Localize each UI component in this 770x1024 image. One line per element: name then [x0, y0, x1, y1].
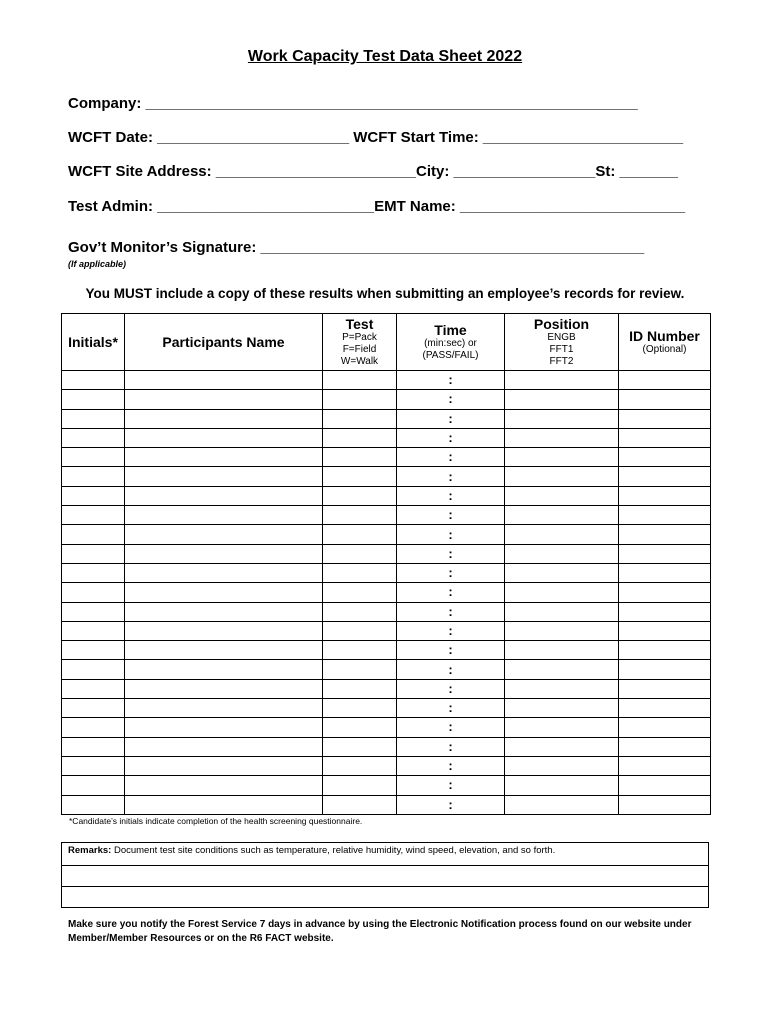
- table-row: [62, 699, 711, 718]
- id-number-cell[interactable]: [619, 544, 711, 563]
- position-cell[interactable]: [505, 563, 619, 582]
- position-cell[interactable]: [505, 602, 619, 621]
- position-cell[interactable]: [505, 621, 619, 640]
- initials-cell[interactable]: [62, 371, 125, 390]
- position-cell[interactable]: [505, 525, 619, 544]
- table-row: [62, 776, 711, 795]
- participant-name-cell[interactable]: [125, 679, 323, 698]
- time-cell[interactable]: :: [397, 737, 505, 756]
- participant-name-cell[interactable]: [125, 448, 323, 467]
- id-number-cell[interactable]: [619, 486, 711, 505]
- table-row: [62, 448, 711, 467]
- position-cell[interactable]: [505, 737, 619, 756]
- position-cell[interactable]: [505, 390, 619, 409]
- time-cell[interactable]: :: [397, 621, 505, 640]
- time-cell[interactable]: :: [397, 679, 505, 698]
- results-table: [61, 313, 711, 815]
- initials-cell[interactable]: [62, 448, 125, 467]
- test-cell[interactable]: [323, 718, 397, 737]
- initials-cell[interactable]: [62, 544, 125, 563]
- position-cell[interactable]: [505, 544, 619, 563]
- initials-cell[interactable]: [62, 390, 125, 409]
- participant-name-cell[interactable]: [125, 602, 323, 621]
- initials-cell[interactable]: [62, 776, 125, 795]
- participant-name-cell[interactable]: [125, 390, 323, 409]
- position-cell[interactable]: [505, 795, 619, 814]
- participant-name-cell[interactable]: [125, 563, 323, 582]
- remarks-row[interactable]: [62, 843, 709, 866]
- participant-name-cell[interactable]: [125, 409, 323, 428]
- position-cell[interactable]: [505, 679, 619, 698]
- header-initials: Initials*: [62, 314, 125, 371]
- participant-name-cell[interactable]: [125, 486, 323, 505]
- id-number-cell[interactable]: [619, 428, 711, 447]
- position-cell[interactable]: [505, 506, 619, 525]
- header-test: Test P=Pack F=Field W=Walk: [323, 314, 397, 371]
- remarks-cell[interactable]: [62, 887, 709, 908]
- position-cell[interactable]: [505, 371, 619, 390]
- test-cell[interactable]: [323, 371, 397, 390]
- participant-name-cell[interactable]: [125, 428, 323, 447]
- id-number-cell[interactable]: [619, 602, 711, 621]
- time-cell[interactable]: :: [397, 563, 505, 582]
- id-number-cell[interactable]: [619, 641, 711, 660]
- initials-cell[interactable]: [62, 699, 125, 718]
- table-row: [62, 583, 711, 602]
- monitor-signature-field[interactable]: Gov’t Monitor’s Signature: ______________________________________________: [68, 239, 645, 256]
- company-field[interactable]: Company: ___________________________________________________________: [68, 95, 638, 112]
- test-cell[interactable]: [323, 795, 397, 814]
- table-row: [62, 795, 711, 814]
- table-row: [62, 718, 711, 737]
- test-cell[interactable]: [323, 602, 397, 621]
- remarks-cell[interactable]: [62, 843, 709, 866]
- time-cell[interactable]: :: [397, 699, 505, 718]
- time-cell[interactable]: :: [397, 660, 505, 679]
- test-cell[interactable]: [323, 660, 397, 679]
- table-row: [62, 563, 711, 582]
- initials-cell[interactable]: [62, 718, 125, 737]
- wcft-date-time-field[interactable]: WCFT Date: _______________________ WCFT Start Time: ________________________: [68, 129, 684, 146]
- table-row: [62, 621, 711, 640]
- participant-name-cell[interactable]: [125, 506, 323, 525]
- id-number-cell[interactable]: [619, 660, 711, 679]
- test-cell[interactable]: [323, 583, 397, 602]
- remarks-cell[interactable]: [62, 866, 709, 887]
- table-row: [62, 390, 711, 409]
- position-cell[interactable]: [505, 409, 619, 428]
- site-address-field[interactable]: WCFT Site Address: ________________________City: _________________St: _______: [68, 163, 678, 180]
- test-cell[interactable]: [323, 390, 397, 409]
- time-cell[interactable]: :: [397, 390, 505, 409]
- table-row: [62, 544, 711, 563]
- id-number-cell[interactable]: [619, 718, 711, 737]
- position-cell[interactable]: [505, 583, 619, 602]
- header-participants: Participants Name: [125, 314, 323, 371]
- initials-cell[interactable]: [62, 506, 125, 525]
- participant-name-cell[interactable]: [125, 621, 323, 640]
- time-cell[interactable]: :: [397, 795, 505, 814]
- instruction-text: You MUST include a copy of these results when submitting an employee’s records for review.: [85, 286, 685, 301]
- test-cell[interactable]: [323, 467, 397, 486]
- position-cell[interactable]: [505, 641, 619, 660]
- time-cell[interactable]: :: [397, 371, 505, 390]
- test-cell[interactable]: [323, 641, 397, 660]
- table-row: [62, 506, 711, 525]
- id-number-cell[interactable]: [619, 795, 711, 814]
- position-cell[interactable]: [505, 448, 619, 467]
- time-cell[interactable]: :: [397, 756, 505, 775]
- test-cell[interactable]: [323, 699, 397, 718]
- test-cell[interactable]: [323, 679, 397, 698]
- test-cell[interactable]: [323, 621, 397, 640]
- id-number-cell[interactable]: [619, 390, 711, 409]
- test-cell[interactable]: [323, 506, 397, 525]
- id-number-cell[interactable]: [619, 737, 711, 756]
- time-cell[interactable]: :: [397, 467, 505, 486]
- time-cell[interactable]: :: [397, 525, 505, 544]
- header-time: Time (min:sec) or (PASS/FAIL): [397, 314, 505, 371]
- position-cell[interactable]: [505, 467, 619, 486]
- header-position: Position ENGB FFT1 FFT2: [505, 314, 619, 371]
- initials-cell[interactable]: [62, 737, 125, 756]
- initials-cell[interactable]: [62, 795, 125, 814]
- remarks-row[interactable]: [62, 866, 709, 887]
- table-row: [62, 737, 711, 756]
- position-cell[interactable]: [505, 718, 619, 737]
- initials-cell[interactable]: [62, 409, 125, 428]
- initials-cell[interactable]: [62, 525, 125, 544]
- time-cell[interactable]: :: [397, 506, 505, 525]
- initials-cell[interactable]: [62, 467, 125, 486]
- if-applicable-note: (If applicable): [68, 259, 127, 269]
- test-cell[interactable]: [323, 428, 397, 447]
- id-number-cell[interactable]: [619, 448, 711, 467]
- initials-cell[interactable]: [62, 756, 125, 775]
- table-row: [62, 525, 711, 544]
- initials-cell[interactable]: [62, 660, 125, 679]
- participant-name-cell[interactable]: [125, 583, 323, 602]
- id-number-cell[interactable]: [619, 525, 711, 544]
- remarks-text: Document test site conditions such as temperature, relative humidity, wind speed, elevation, and so forth.: [111, 845, 556, 856]
- title-text: Work Capacity Test Data Sheet 2022: [247, 48, 523, 65]
- remarks-label: Remarks:: [68, 845, 112, 856]
- id-number-cell[interactable]: [619, 506, 711, 525]
- table-row: [62, 602, 711, 621]
- test-cell[interactable]: [323, 756, 397, 775]
- time-cell[interactable]: :: [397, 486, 505, 505]
- test-cell[interactable]: [323, 448, 397, 467]
- id-number-cell[interactable]: [619, 679, 711, 698]
- id-number-cell[interactable]: [619, 776, 711, 795]
- test-cell[interactable]: [323, 544, 397, 563]
- time-cell[interactable]: :: [397, 428, 505, 447]
- initials-cell[interactable]: [62, 621, 125, 640]
- table-row: [62, 371, 711, 390]
- initials-cell[interactable]: [62, 428, 125, 447]
- test-cell[interactable]: [323, 409, 397, 428]
- participant-name-cell[interactable]: [125, 467, 323, 486]
- initials-cell[interactable]: [62, 563, 125, 582]
- table-row: [62, 428, 711, 447]
- position-cell[interactable]: [505, 756, 619, 775]
- table-row: [62, 756, 711, 775]
- participant-name-cell[interactable]: [125, 795, 323, 814]
- participant-name-cell[interactable]: [125, 718, 323, 737]
- participant-name-cell[interactable]: [125, 525, 323, 544]
- position-cell[interactable]: [505, 699, 619, 718]
- time-cell[interactable]: :: [397, 583, 505, 602]
- test-admin-emt-field[interactable]: Test Admin: __________________________EMT Name: ___________________________: [68, 198, 686, 215]
- id-number-cell[interactable]: [619, 756, 711, 775]
- table-row: [62, 660, 711, 679]
- table-row: [62, 641, 711, 660]
- test-cell[interactable]: [323, 776, 397, 795]
- test-cell[interactable]: [323, 737, 397, 756]
- position-cell[interactable]: [505, 776, 619, 795]
- position-cell[interactable]: [505, 428, 619, 447]
- time-cell[interactable]: :: [397, 602, 505, 621]
- test-cell[interactable]: [323, 525, 397, 544]
- id-number-cell[interactable]: [619, 467, 711, 486]
- participant-name-cell[interactable]: [125, 371, 323, 390]
- participant-name-cell[interactable]: [125, 737, 323, 756]
- time-cell[interactable]: :: [397, 641, 505, 660]
- id-number-cell[interactable]: [619, 563, 711, 582]
- time-cell[interactable]: :: [397, 544, 505, 563]
- initials-cell[interactable]: [62, 602, 125, 621]
- time-cell[interactable]: :: [397, 409, 505, 428]
- table-row: [62, 679, 711, 698]
- page-title: [0, 48, 770, 66]
- header-id-number: ID Number (Optional): [619, 314, 711, 371]
- time-cell[interactable]: :: [397, 718, 505, 737]
- initials-cell[interactable]: [62, 679, 125, 698]
- initials-cell[interactable]: [62, 583, 125, 602]
- remarks-table: [61, 842, 709, 908]
- table-row: [62, 467, 711, 486]
- table-row: [62, 409, 711, 428]
- table-row: [62, 486, 711, 505]
- id-number-cell[interactable]: [619, 621, 711, 640]
- footnote: *Candidate’s initials indicate completion of the health screening questionnaire.: [69, 816, 363, 826]
- id-number-cell[interactable]: [619, 583, 711, 602]
- test-cell[interactable]: [323, 563, 397, 582]
- time-cell[interactable]: :: [397, 448, 505, 467]
- participant-name-cell[interactable]: [125, 544, 323, 563]
- notification-text: Make sure you notify the Forest Service 7 days in advance by using the Electronic Notification process found on our website under Member/Member Resources or on the R6 FACT website.: [68, 919, 692, 944]
- id-number-cell[interactable]: [619, 371, 711, 390]
- position-cell[interactable]: [505, 660, 619, 679]
- time-cell[interactable]: :: [397, 776, 505, 795]
- remarks-row[interactable]: [62, 887, 709, 908]
- initials-cell[interactable]: [62, 486, 125, 505]
- participant-name-cell[interactable]: [125, 699, 323, 718]
- table-header-row: [62, 314, 711, 371]
- participant-name-cell[interactable]: [125, 776, 323, 795]
- position-cell[interactable]: [505, 486, 619, 505]
- id-number-cell[interactable]: [619, 699, 711, 718]
- participant-name-cell[interactable]: [125, 756, 323, 775]
- table-body: [62, 371, 711, 815]
- test-cell[interactable]: [323, 486, 397, 505]
- initials-cell[interactable]: [62, 641, 125, 660]
- participant-name-cell[interactable]: [125, 660, 323, 679]
- participant-name-cell[interactable]: [125, 641, 323, 660]
- id-number-cell[interactable]: [619, 409, 711, 428]
